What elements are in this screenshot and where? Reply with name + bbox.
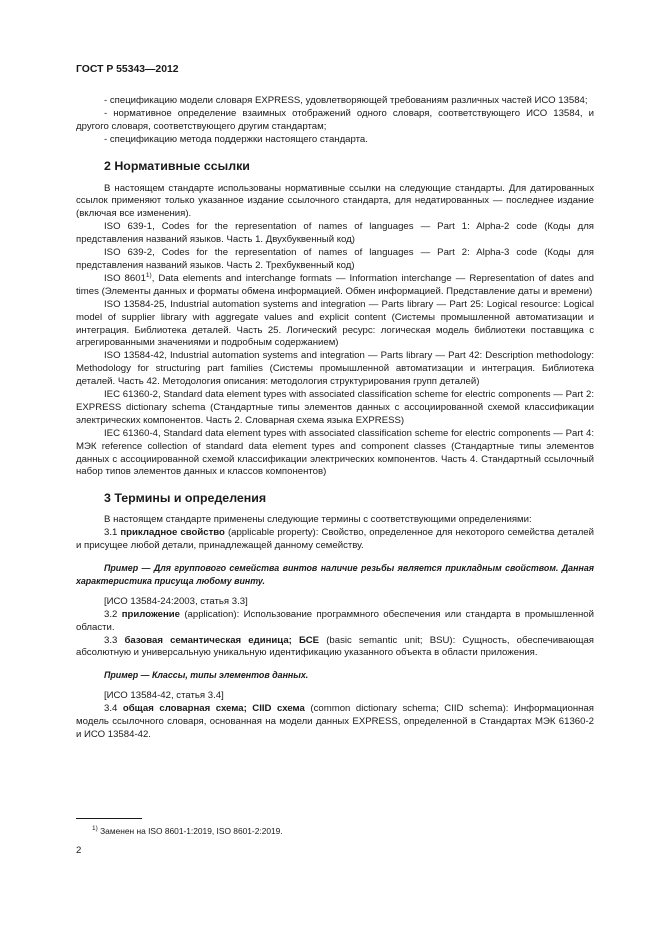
intro-item: - нормативное определение взаимных отображений одного словаря, соответствующего ИСО 13584, и другого словаря, соответствующего другим стандартам; — [76, 107, 594, 132]
term-name: приложение — [121, 608, 180, 620]
footnote — [76, 826, 596, 836]
term-name: прикладное свойство — [120, 527, 225, 539]
document-header: ГОСТ Р 55343—2012 — [76, 64, 179, 75]
page-number: 2 — [76, 845, 82, 856]
normative-reference: IEC 61360-2, Standard data element types with associated classification scheme for electric components — Part 2: EXPRESS dictionary schema (Стандартные типы элементов данных с ассоциированной схемой классификации электрических компонентов. Часть 2. Словарная схема языка EXPRESS) — [76, 389, 594, 426]
term-number: 3.2 — [104, 608, 118, 620]
normative-reference: ISO 13584-25, Industrial automation systems and integration — Parts library — Part 25: Logical resource: Logical model of supplier library with aggregate values and explicit content (Системы промышленной автоматизации и интеграция. Библиотека деталей. Часть 25. Логический ресурс: логическая модель библиотеки поставщика с агрегированными значениями и подробным содержанием) — [76, 298, 594, 349]
section-heading-3: 3 Термины и определения — [104, 491, 267, 506]
term-3-3 — [76, 635, 594, 661]
normative-reference: IEC 61360-4, Standard data element types with associated classification scheme for electric components — Part 4: МЭК reference collection of standard data element types and component classes (Стандартные типы элементов данных с ассоциированной схемой классификации электрических компонентов. Часть 4. Стандартный ссылочный набор типов элементов данных и классов компонентов) — [76, 427, 594, 478]
footnote-marker[interactable]: 1) — [145, 271, 152, 279]
footnote-marker: 1) — [92, 825, 98, 832]
ref-title: , Data elements and interchange formats — Information interchange — Representation of dates and times (Элементы данных и форматы обмена информацией. Обмен информацией. Представление даты и времени) — [76, 272, 594, 297]
term-number: 3.3 — [104, 634, 118, 646]
term-3-4 — [76, 703, 594, 742]
section2-intro: В настоящем стандарте использованы нормативные ссылки на следующие стандарты. Для датированных ссылок применяют только указанное издание ссылочного стандарта, для недатированных — последнее издание (включая все изменения). — [76, 182, 594, 220]
term-3-2 — [76, 609, 594, 635]
term-definition: (application): Использование программного обеспечения или стандарта в промышленной области. — [76, 608, 594, 633]
term-name: общая словарная схема; CIID схема — [122, 703, 305, 715]
normative-reference: ISO 639-1, Codes for the representation of names of languages — Part 1: Alpha-2 code (Коды для представления названий языков. Часть 1. Двухбуквенный код) — [76, 221, 594, 246]
footnote-divider — [76, 818, 142, 819]
term-definition: (applicable property): Свойство, определенное для некоторого семейства деталей и присущее любой детали, принадлежащей данному семейству. — [76, 527, 594, 552]
term-name: базовая семантическая единица; БСЕ — [124, 634, 320, 646]
term-example: Пример — Классы, типы элементов данных. — [104, 670, 309, 681]
footnote-text: Заменен на ISO 8601-1:2019, ISO 8601-2:2019. — [100, 826, 283, 836]
term-definition: (basic semantic unit; BSU): Сущность, обеспечивающая абсолютную и универсальную уникальную идентификацию указанного объекта в области приложения. — [76, 634, 595, 659]
term-example: Пример — Для группового семейства винтов наличие резьбы является прикладным свойством. Данная характеристика присуща любому винту. — [76, 563, 594, 586]
term-3-1 — [76, 527, 594, 553]
section-heading-2: 2 Нормативные ссылки — [104, 158, 250, 173]
section3-intro: В настоящем стандарте применены следующие термины с соответствующими определениями: — [104, 514, 532, 526]
term-source: [ИСО 13584-24:2003, статья 3.3] — [104, 595, 248, 607]
intro-item: - спецификацию метода поддержки настоящего стандарта. — [104, 133, 368, 145]
ref-code: ISO 8601 — [104, 272, 146, 284]
term-definition: (common dictionary schema; CIID schema): Информационная модель ссылочного словаря, основанная на модели данных EXPRESS, определенной в Стандартах МЭК 61360-2 и ИСО 13584-42. — [76, 703, 594, 740]
document-body — [76, 95, 594, 742]
intro-item: - спецификацию модели словаря EXPRESS, удовлетворяющей требованиям различных частей ИСО 13584; — [104, 95, 588, 106]
term-number: 3.4 — [104, 703, 118, 715]
normative-reference-iso8601 — [76, 273, 594, 299]
term-number: 3.1 — [104, 527, 118, 539]
term-source: [ИСО 13584-42, статья 3.4] — [104, 690, 224, 702]
normative-reference: ISO 639-2, Codes for the representation of names of languages — Part 2: Alpha-3 code (Коды для представления названий языков. Часть 2. Трехбуквенный код) — [76, 247, 594, 271]
normative-reference: ISO 13584-42, Industrial automation systems and integration — Parts library — Part 42: Description methodology: Methodology for structuring part families (Системы промышленной автоматизации и интеграция. Библиотека деталей. Часть 42. Методология описания: методология структурирования групп деталей) — [76, 350, 594, 388]
